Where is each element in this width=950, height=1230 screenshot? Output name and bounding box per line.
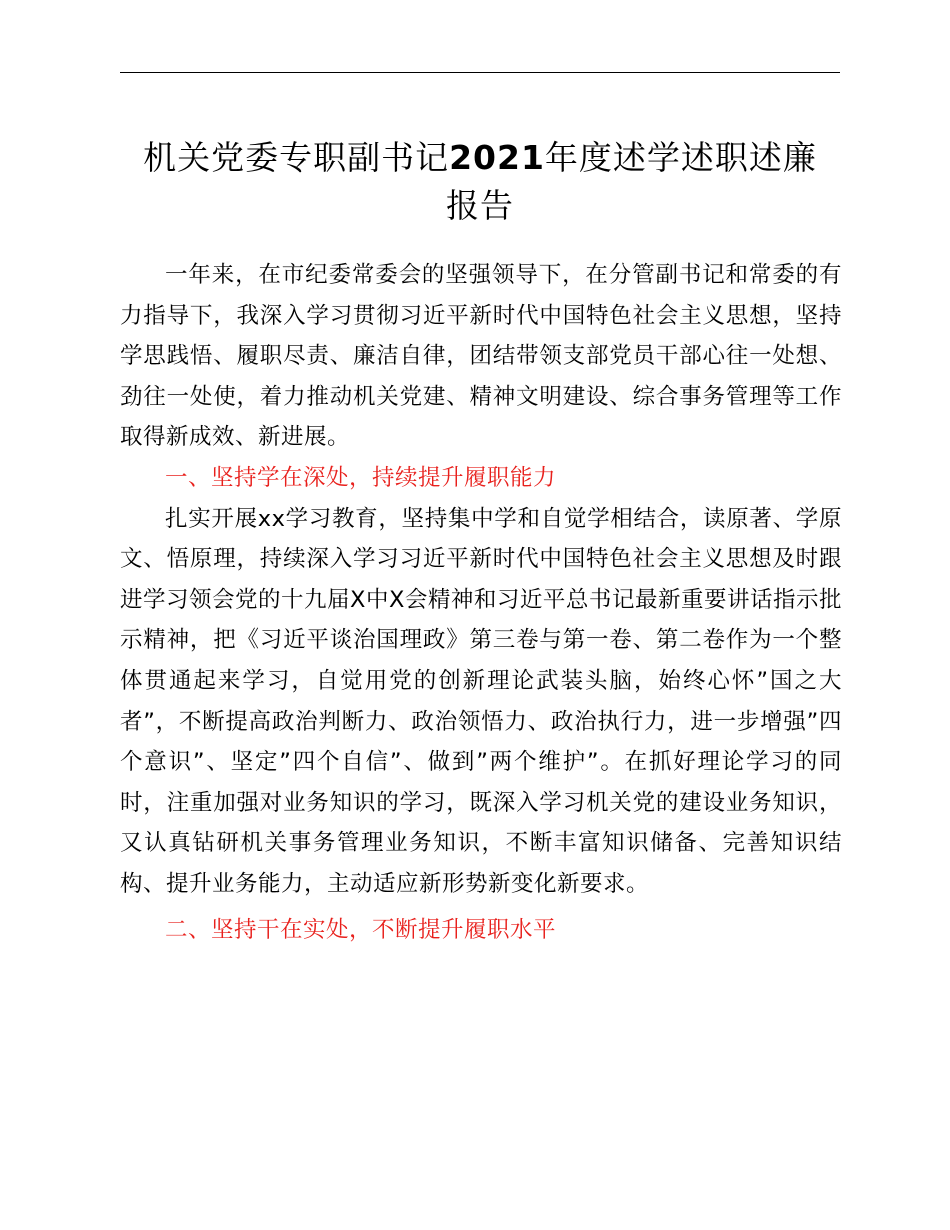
document-body [120,255,842,950]
section-2-heading: 二、坚持干在实处，不断提升履职水平 [165,916,557,943]
title-year: 2021 [449,138,545,177]
title-prefix: 机关党委专职副书记 [143,138,450,177]
document-title [120,134,840,230]
title-suffix: 年度述学述职述廉 [544,138,817,177]
section-1-heading: 一、坚持学在深处，持续提升履职能力 [165,464,557,491]
title-line2: 报告 [446,186,514,225]
header-rule [120,72,840,73]
section-1-paragraph: 扎实开展xx学习教育，坚持集中学和自觉学相结合，读原著、学原文、悟原理，持续深入学习习近平新时代中国特色社会主义思想及时跟进学习领会党的十九届X中X会精神和习近平总书记最新重要讲话指示批示精神，把《习近平谈治国理政》第三卷与第一卷、第二卷作为一个整体贯通起来学习，自觉用党的创新理论武装头脑，始终心怀”国之大者”，不断提高政治判断力、政治领悟力、政治执行力，进一步增强”四个意识”、坚定”四个自信”、做到”两个维护”。在抓好理论学习的同时，注重加强对业务知识的学习，既深入学习机关党的建设业务知识，又认真钻研机关事务管理业务知识，不断丰富知识储备、完善知识结构、提升业务能力，主动适应新形势新变化新要求。 [120,505,842,897]
intro-paragraph: 一年来，在市纪委常委会的坚强领导下，在分管副书记和常委的有力指导下，我深入学习贯彻习近平新时代中国特色社会主义思想，坚持学思践悟、履职尽责、廉洁自律，团结带领支部党员干部心往一处想、劲往一处使，着力推动机关党建、精神文明建设、综合事务管理等工作取得新成效、新进展。 [120,262,842,451]
